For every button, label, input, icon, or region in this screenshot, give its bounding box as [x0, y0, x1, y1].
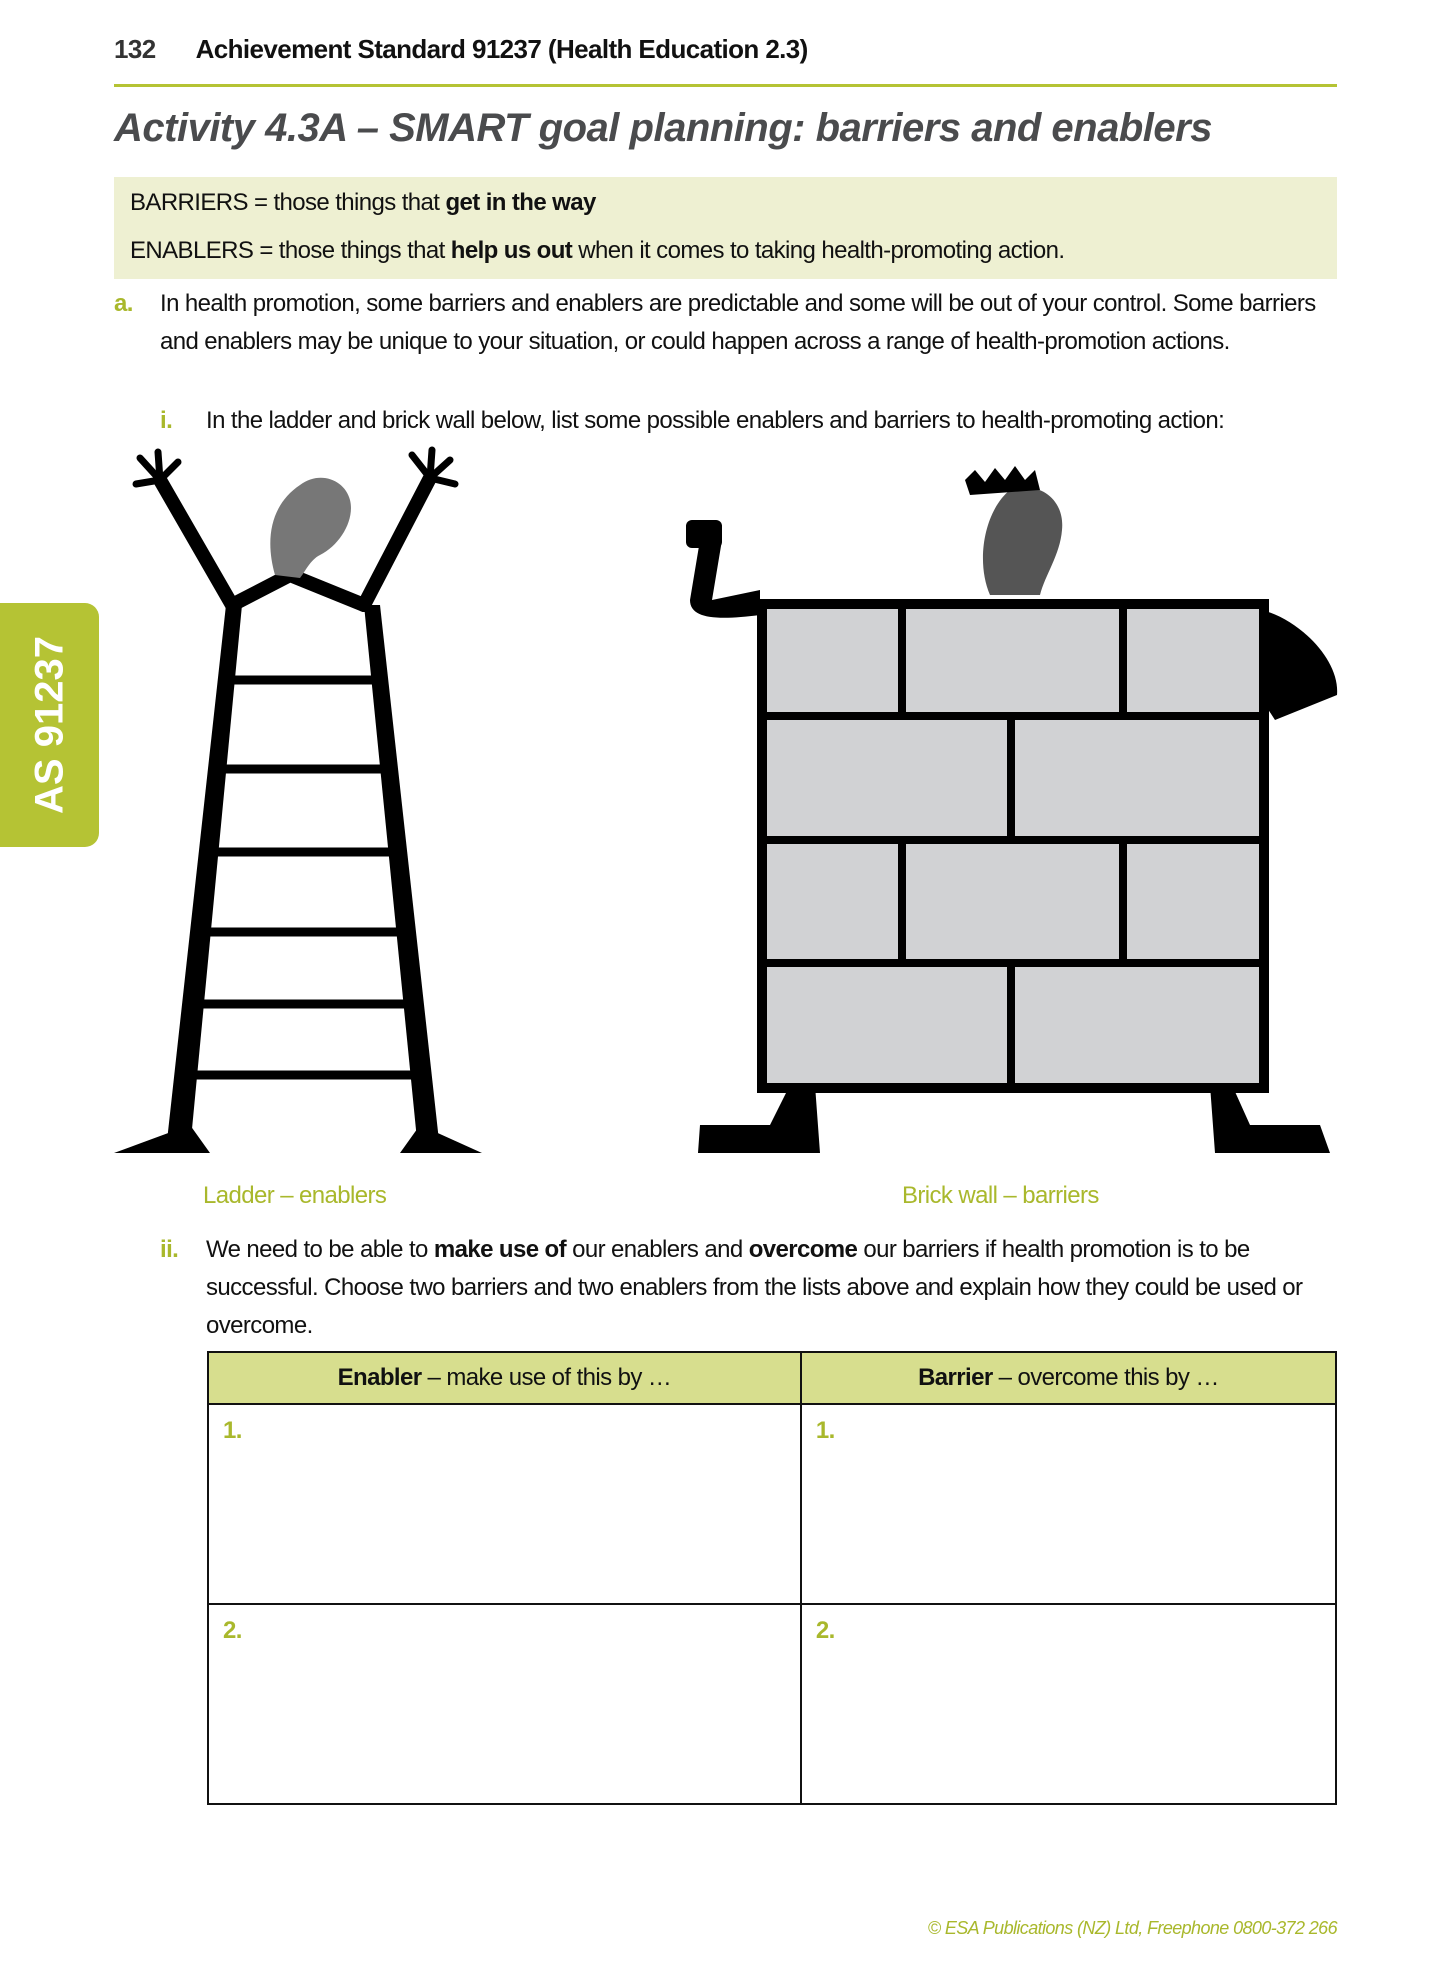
barriers-definition: BARRIERS = those things that get in the way [130, 189, 596, 216]
question-i-text: In the ladder and brick wall below, list some possible enablers and barriers to health-promoting action: [206, 407, 1225, 434]
enabler-2-cell[interactable]: 2. [208, 1604, 801, 1804]
question-i-label: i. [160, 407, 173, 434]
question-ii-label: ii. [160, 1236, 179, 1263]
question-ii-text: We need to be able to make use of our enablers and overcome our barriers if health promotion is to be successful. Choose two barriers and two enablers from the lists above and explain how they could be used or overcome. [206, 1236, 1303, 1339]
ladder-caption: Ladder – enablers [203, 1182, 387, 1209]
barrier-header: Barrier – overcome this by … [801, 1352, 1336, 1404]
page-number: 132 [114, 34, 156, 64]
ladder-illustration [114, 450, 482, 1153]
brick-wall-illustration [686, 466, 1337, 1153]
enablers-definition: ENABLERS = those things that help us out when it comes to taking health-promoting action. [130, 237, 1065, 264]
header-title: Achievement Standard 91237 (Health Education 2.3) [195, 34, 808, 64]
question-a-text: In health promotion, some barriers and enablers are predictable and some will be out of your control. Some barriers and enablers may be unique to your situation, or could happen across a range of health-promotion actions. [160, 290, 1316, 355]
wall-caption: Brick wall – barriers [902, 1182, 1099, 1209]
table-row [208, 1604, 1336, 1804]
table-row [208, 1404, 1336, 1604]
barrier-1-cell[interactable]: 1. [801, 1404, 1336, 1604]
barrier-2-cell[interactable]: 2. [801, 1604, 1336, 1804]
side-tab-label: AS 91237 [27, 636, 71, 814]
enabler-header: Enabler – make use of this by … [208, 1352, 801, 1404]
enabler-1-cell[interactable]: 1. [208, 1404, 801, 1604]
question-a-label: a. [114, 290, 133, 317]
response-table [207, 1351, 1337, 1805]
activity-title: Activity 4.3A – SMART goal planning: barriers and enablers [114, 106, 1212, 150]
footer-copyright: © ESA Publications (NZ) Ltd, Freephone 0800-372 266 [927, 1918, 1337, 1938]
